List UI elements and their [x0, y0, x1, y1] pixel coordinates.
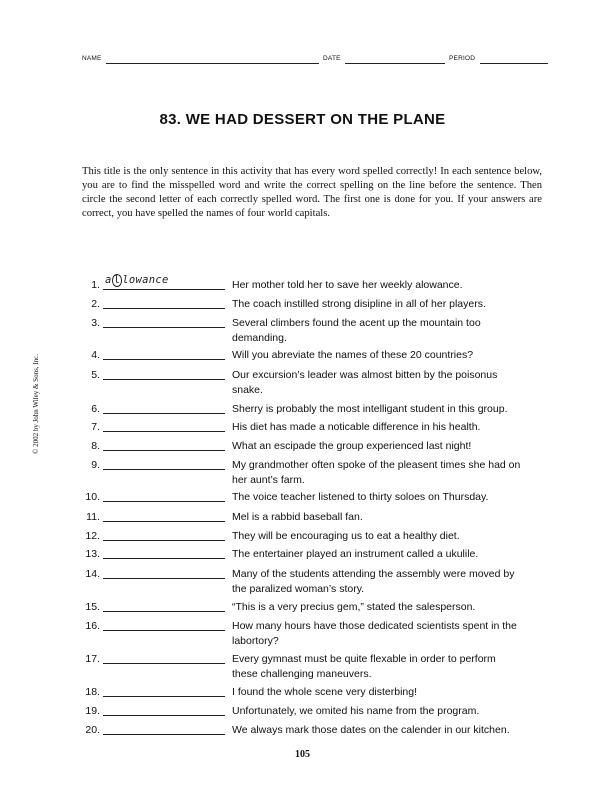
item-sentence: Sherry is probably the most intelligant student in this group. [232, 403, 508, 415]
item-number: 5. [91, 369, 100, 381]
answer-line[interactable] [103, 439, 225, 451]
answer-line[interactable] [103, 316, 225, 328]
answer-line[interactable] [103, 368, 225, 380]
date-label: DATE [323, 55, 341, 62]
item-number: 6. [91, 403, 100, 415]
answer-line[interactable] [103, 619, 225, 631]
item-sentence: The entertainer played an instrument called a ukulile. [232, 548, 479, 560]
answer-line[interactable] [103, 274, 225, 290]
answer-line[interactable] [103, 529, 225, 541]
item-sentence: Several climbers found the acent up the mountain too demanding. [232, 317, 481, 344]
answer-line[interactable] [103, 458, 225, 470]
item-number: 3. [91, 317, 100, 329]
item-number: 16. [85, 620, 100, 632]
item-sentence: Many of the students attending the assembly were moved by the paralized woman’s story. [232, 568, 515, 595]
period-field-line[interactable] [480, 63, 548, 64]
item-number: 13. [85, 548, 100, 560]
item-number: 17. [85, 653, 100, 665]
item-sentence: Unfortunately, we omited his name from the program. [232, 705, 480, 717]
answer-line[interactable] [103, 704, 225, 716]
item-number: 15. [85, 601, 100, 613]
item-number: 18. [85, 686, 100, 698]
item-sentence: What an escipade the group experienced last night! [232, 440, 472, 452]
item-sentence: They will be encouraging us to eat a healthy diet. [232, 530, 460, 542]
answer-line[interactable] [103, 510, 225, 522]
copyright-notice: © 2002 by John Wiley & Sons, Inc. [32, 354, 40, 454]
period-label: PERIOD [449, 55, 476, 62]
item-sentence: The voice teacher listened to thirty soloes on Thursday. [232, 491, 489, 503]
item-sentence: Her mother told her to save her weekly alowance. [232, 279, 463, 291]
item-number: 2. [91, 298, 100, 310]
answer-line[interactable] [103, 490, 225, 502]
instructions-paragraph: This title is the only sentence in this activity that has every word spelled correctly! In each sentence below, you are to find the misspelled word and write the correct spelling on the line before the sentence. Then circle the second letter of each correctly spelled word. The first one is done for you. If your answers are correct, you have spelled the names of four world capitals. [82, 166, 542, 219]
item-number: 14. [85, 568, 100, 580]
student-info-header [82, 55, 548, 67]
item-sentence: The coach instilled strong disipline in all of her players. [232, 298, 486, 310]
circled-letter: l [113, 274, 121, 286]
item-sentence: Every gymnast must be quite flexable in order to perform these challenging maneuvers. [232, 653, 496, 680]
item-sentence: I found the whole scene very disterbing! [232, 686, 418, 698]
item-number: 1. [91, 279, 100, 291]
item-sentence: How many hours have those dedicated scientists spent in the labortory? [232, 620, 517, 647]
answer-line[interactable] [103, 547, 225, 559]
answer-line[interactable] [103, 297, 225, 309]
answer-line[interactable] [103, 348, 225, 360]
item-number: 11. [86, 511, 100, 523]
item-sentence: Our excursion’s leader was almost bitten by the poisonus snake. [232, 369, 498, 396]
answer-line[interactable] [103, 685, 225, 697]
worksheet-title: 83. WE HAD DESSERT ON THE PLANE [159, 111, 446, 128]
item-sentence: Mel is a rabbid baseball fan. [232, 511, 363, 523]
item-number: 7. [91, 421, 100, 433]
answer-line[interactable] [103, 723, 225, 735]
example-answer: a l lowance [105, 274, 169, 286]
item-number: 12. [85, 530, 100, 542]
item-number: 4. [91, 349, 100, 361]
item-sentence: My grandmother often spoke of the pleasent times she had on her aunt’s farm. [232, 459, 521, 486]
item-sentence: His diet has made a noticable difference in his health. [232, 421, 481, 433]
item-number: 20. [85, 724, 100, 736]
answer-line[interactable] [103, 600, 225, 612]
name-label: NAME [82, 55, 102, 62]
page-number: 105 [295, 749, 310, 760]
answer-line[interactable] [103, 420, 225, 432]
item-sentence: “This is a very precius gem,” stated the salesperson. [232, 601, 476, 613]
item-number: 8. [91, 440, 100, 452]
answer-line[interactable] [103, 652, 225, 664]
item-sentence: We always mark those dates on the calender in our kitchen. [232, 724, 510, 736]
item-sentence: Will you abreviate the names of these 20 countries? [232, 349, 474, 361]
item-number: 10. [85, 491, 100, 503]
answer-line[interactable] [103, 402, 225, 414]
name-field-line[interactable] [106, 63, 319, 64]
answer-line[interactable] [103, 567, 225, 579]
date-field-line[interactable] [345, 63, 445, 64]
item-number: 19. [85, 705, 100, 717]
item-number: 9. [91, 459, 100, 471]
